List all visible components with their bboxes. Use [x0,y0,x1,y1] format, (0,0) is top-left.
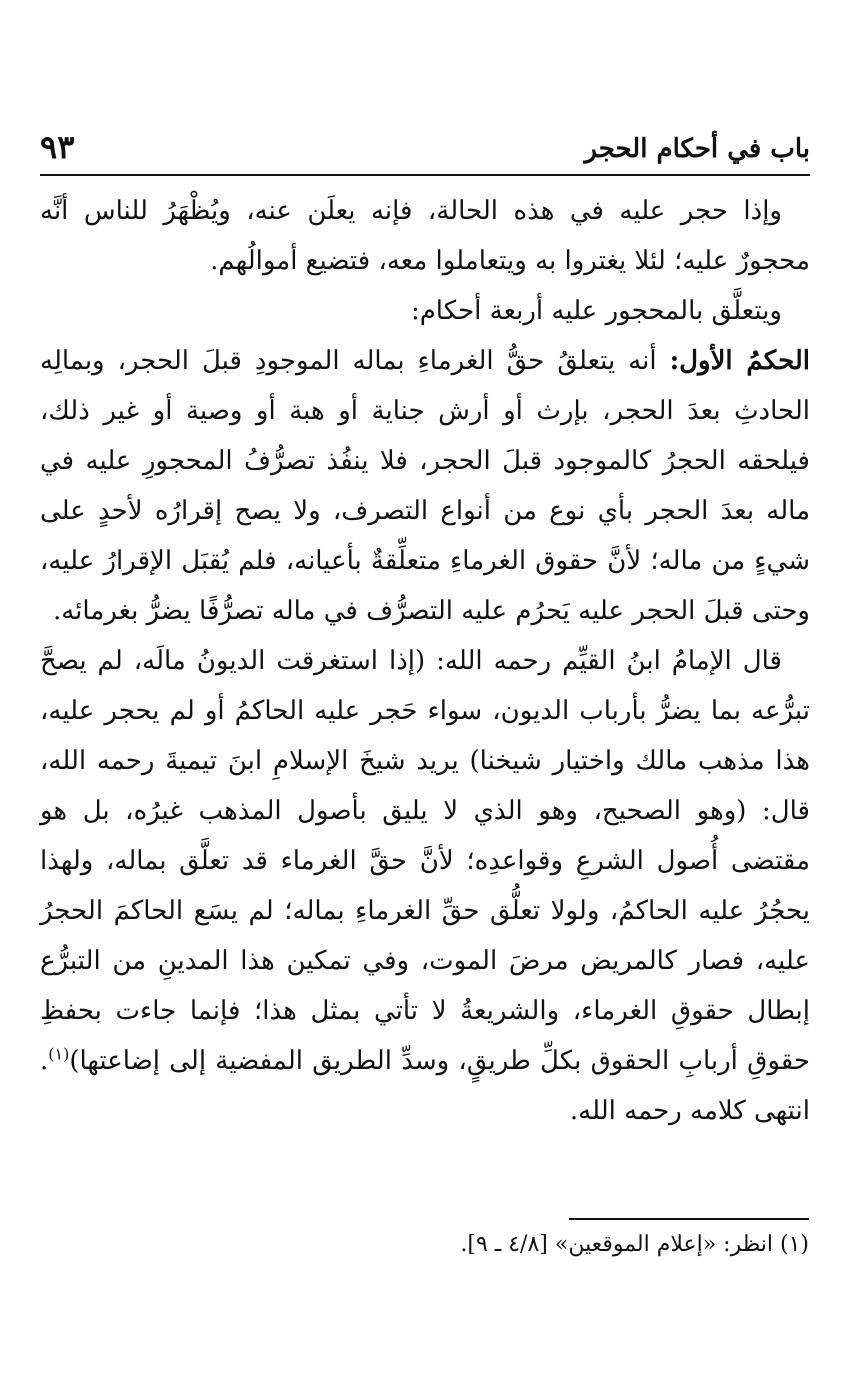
paragraph-four-rulings: ويتعلَّق بالمحجور عليه أربعة أحكام: [410,296,782,326]
footnote: (١) انظر: «إعلام الموقعين» [٤/٨ ـ ٩]. [460,1232,809,1257]
main-text [40,186,810,1136]
header-rule [40,174,810,176]
paragraph-first-ruling [40,336,810,636]
first-ruling-text: أنه يتعلقُ حقُّ الغرماءِ بماله الموجودِ قبلَ الحجر، وبمالِه الحادثِ بعدَ الحجر، بإرث أو أرش جناية أو هبة أو وصية أو غير ذلك، فيلحقه الحجرُ كالموجود قبلَ الحجر، فلا ينفُذ تصرُّفُ المحجورِ عليه في ماله بعدَ الحجر بأي نوع من أنواع التصرف، ولا يصح إقرارُه لأحدٍ على شيءٍ من ماله؛ لأنَّ حقوق الغرماءِ متعلِّقةٌ بأعيانه، فلم يُقبَل الإقرارُ عليه، وحتى قبلَ الحجر عليه يَحرُم عليه التصرُّف في ماله تصرُّفًا يضرُّ بغرمائه. [40,346,810,626]
page-number: ٩٣ [40,128,75,166]
page-header [40,128,810,170]
footnote-separator [569,1218,809,1220]
first-ruling-label: الحكمُ الأول: [669,346,810,376]
paragraph-ibn-qayyim-quote [40,636,810,1136]
running-head-title: باب في أحكام الحجر [584,134,810,164]
quote-text: قال الإمامُ ابنُ القيِّم رحمه الله: (إذا استغرقت الديونُ مالَه، لم يصحَّ تبرُّعه بما يضرُّ بأرباب الديون، سواء حَجر عليه الحاكمُ أو لم يحجر عليه، هذا مذهب مالك واختيار شيخنا) يريد شيخَ الإسلامِ ابنَ تيميةَ رحمه الله، قال: (وهو الصحيح، وهو الذي لا يليق بأصول المذهب غيرُه، بل هو مقتضى أُصول الشرعِ وقواعدِه؛ لأنَّ حقَّ الغرماء قد تعلَّق بماله، ولهذا يحجُرُ عليه الحاكمُ، ولولا تعلُّق حقِّ الغرماءِ بماله؛ لم يسَع الحاكمَ الحجرُ عليه، فصار كالمريض مرضَ الموت، وفي تمكين هذا المدينِ من التبرُّع إبطال حقوقِ الغرماء، والشريعةُ لا تأتي بمثل هذا؛ فإنما جاءت بحفظِ حقوقِ أربابِ الحقوق بكلِّ طريقٍ، وسدِّ الطريق المفضية إلى إضاعتها) [40,646,810,1076]
quote-tail: . انتهى كلامه رحمه الله. [40,1046,810,1126]
paragraph-announcement: وإذا حجر عليه في هذه الحالة، فإنه يعلَن عنه، ويُظْهَرُ للناس أنَّه محجورٌ عليه؛ لئلا يغتروا به ويتعاملوا معه، فتضيع أموالُهم. [40,196,810,276]
footnote-marker: (١) [48,1044,70,1064]
